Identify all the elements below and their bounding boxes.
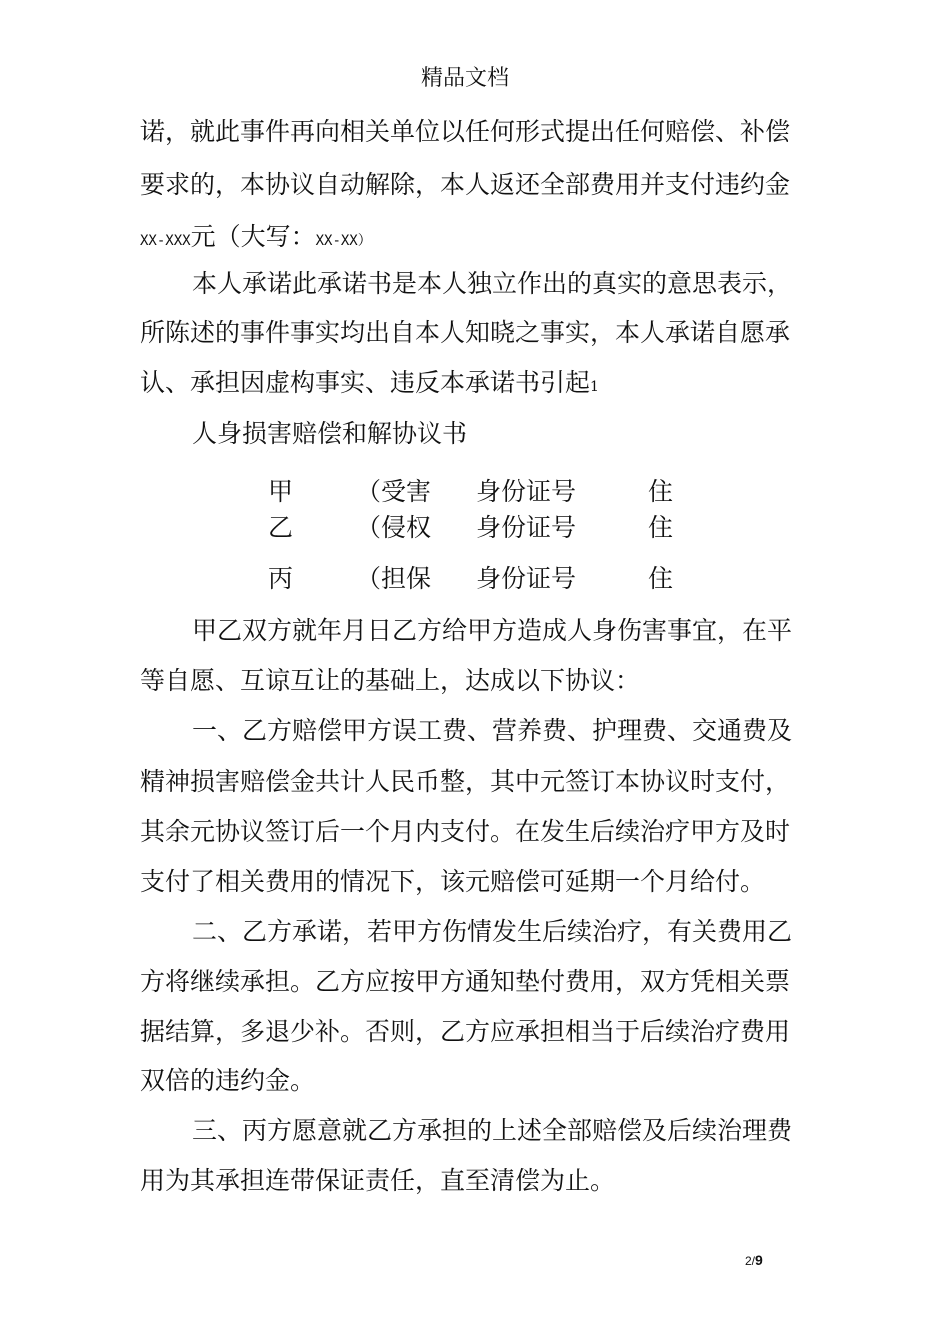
page-total: 9 bbox=[755, 1252, 763, 1268]
paragraph-line: 双倍的违约金。 bbox=[140, 1066, 316, 1095]
paragraph-line: 据结算，多退少补。否则，乙方应承担相当于后续治疗费用 bbox=[140, 1017, 791, 1046]
page-header-title: 精品文档 bbox=[420, 66, 509, 91]
party-role: （侵权 bbox=[356, 513, 432, 542]
paragraph-line: 甲乙双方就年月日乙方给甲方造成人身伤害事宜，在平 bbox=[192, 616, 793, 645]
paragraph-line: 精神损害赔偿金共计人民币整，其中元签订本协议时支付， bbox=[140, 767, 791, 796]
party-role: （担保 bbox=[356, 564, 432, 593]
paragraph-line: 支付了相关费用的情况下，该元赔偿可延期一个月给付。 bbox=[140, 867, 766, 896]
paragraph-line: 要求的，本协议自动解除，本人返还全部费用并支付违约金 bbox=[140, 170, 791, 199]
paragraph-line-amount bbox=[140, 222, 820, 256]
paragraph-line: 本人承诺此承诺书是本人独立作出的真实的意思表示， bbox=[192, 269, 793, 298]
party-row-bing bbox=[268, 564, 698, 602]
paragraph-line: 诺，就此事件再向相关单位以任何形式提出任何赔偿、补偿 bbox=[140, 117, 791, 146]
paragraph-line: 二、乙方承诺，若甲方伤情发生后续治疗，有关费用乙 bbox=[192, 917, 793, 946]
page-number bbox=[745, 1252, 763, 1268]
amount-figure: XX-XXX bbox=[140, 233, 191, 249]
amount-words: XX-XX） bbox=[315, 233, 372, 249]
party-name: 乙 bbox=[268, 513, 294, 542]
party-id-label: 身份证号 bbox=[476, 477, 577, 506]
party-address-label: 住 bbox=[648, 513, 674, 542]
paragraph-line: 方将继续承担。乙方应按甲方通知垫付费用，双方凭相关票 bbox=[140, 967, 791, 996]
party-row-jia bbox=[268, 477, 698, 515]
paragraph-line bbox=[140, 368, 820, 402]
party-address-label: 住 bbox=[648, 477, 674, 506]
paragraph-line: 所陈述的事件事实均出自本人知晓之事实，本人承诺自愿承 bbox=[140, 318, 791, 347]
paragraph-line: 等自愿、互谅互让的基础上，达成以下协议： bbox=[140, 666, 641, 695]
paragraph-line: 三、丙方愿意就乙方承担的上述全部赔偿及后续治理费 bbox=[192, 1116, 793, 1145]
party-address-label: 住 bbox=[648, 564, 674, 593]
paragraph-line: 一、乙方赔偿甲方误工费、营养费、护理费、交通费及 bbox=[192, 716, 793, 745]
party-name: 丙 bbox=[268, 564, 294, 593]
paragraph-line: 用为其承担连带保证责任，直至清偿为止。 bbox=[140, 1166, 616, 1195]
party-row-yi bbox=[268, 513, 698, 551]
party-id-label: 身份证号 bbox=[476, 513, 577, 542]
footnote-mark: 1 bbox=[590, 379, 599, 395]
agreement-title: 人身损害赔偿和解协议书 bbox=[192, 419, 468, 448]
paragraph-line: 其余元协议签订后一个月内支付。在发生后续治疗甲方及时 bbox=[140, 817, 791, 846]
amount-words-label: 元（大写： bbox=[190, 222, 316, 251]
party-role: （受害 bbox=[356, 477, 432, 506]
party-id-label: 身份证号 bbox=[476, 564, 577, 593]
paragraph-text: 认、承担因虚构事实、违反本承诺书引起 bbox=[140, 368, 591, 397]
party-name: 甲 bbox=[268, 477, 294, 506]
page-current: 2/ bbox=[745, 1254, 756, 1268]
